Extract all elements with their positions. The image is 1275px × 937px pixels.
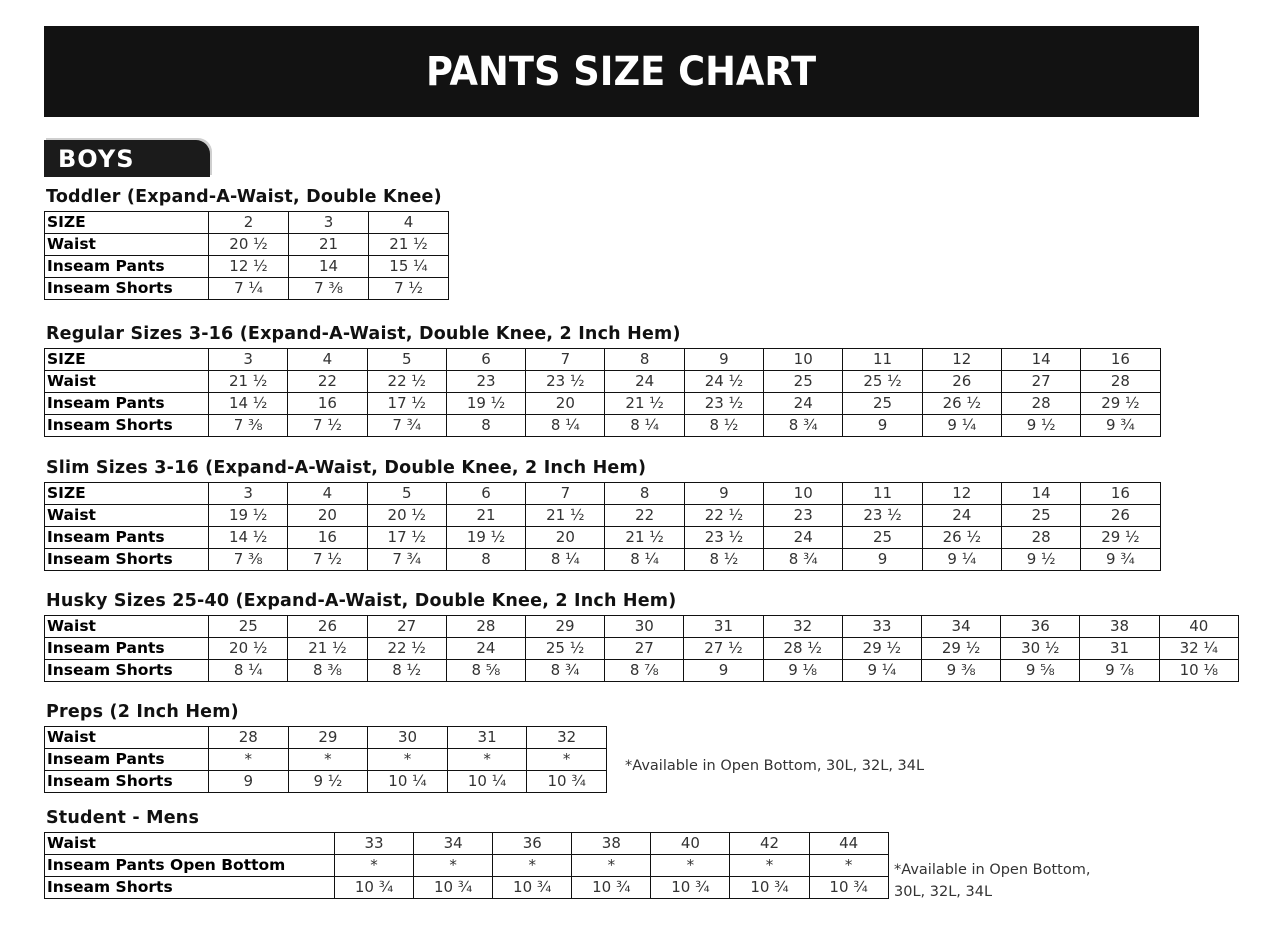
table-cell: 40 bbox=[651, 833, 730, 855]
table-cell: 23 ½ bbox=[684, 527, 763, 549]
size-table-husky bbox=[44, 615, 1239, 682]
section-preps bbox=[44, 702, 607, 793]
table-cell: 5 bbox=[367, 349, 446, 371]
table-row bbox=[45, 415, 1161, 437]
table-cell: 26 bbox=[922, 371, 1001, 393]
table-cell: 23 ½ bbox=[526, 371, 605, 393]
table-cell: 10 ¼ bbox=[447, 771, 527, 793]
table-cell: 17 ½ bbox=[367, 393, 446, 415]
table-cell: 33 bbox=[335, 833, 414, 855]
table-cell: 30 ½ bbox=[1001, 638, 1080, 660]
table-cell: 3 bbox=[209, 483, 288, 505]
table-row bbox=[45, 393, 1161, 415]
row-label: Inseam Shorts bbox=[45, 660, 209, 682]
table-cell: 9 bbox=[684, 483, 763, 505]
table-row bbox=[45, 749, 607, 771]
table-row bbox=[45, 371, 1161, 393]
size-table-student-mens bbox=[44, 832, 889, 899]
row-label: Inseam Shorts bbox=[45, 771, 209, 793]
row-label: Inseam Pants bbox=[45, 256, 209, 278]
table-cell: 10 ¼ bbox=[368, 771, 448, 793]
preps-availability-note: *Available in Open Bottom, 30L, 32L, 34L bbox=[625, 758, 925, 774]
table-row bbox=[45, 349, 1161, 371]
table-row bbox=[45, 855, 889, 877]
table-cell: 20 bbox=[288, 505, 367, 527]
table-cell: 7 ½ bbox=[288, 415, 367, 437]
table-cell: 9 ⅝ bbox=[1001, 660, 1080, 682]
size-table-regular bbox=[44, 348, 1161, 437]
table-cell: 10 ¾ bbox=[809, 877, 888, 899]
table-cell: 24 bbox=[764, 527, 843, 549]
table-cell: 5 bbox=[367, 483, 446, 505]
table-cell: * bbox=[527, 749, 607, 771]
table-cell: 10 ¾ bbox=[414, 877, 493, 899]
table-cell: 9 bbox=[843, 415, 922, 437]
table-cell: 8 bbox=[605, 349, 684, 371]
section-slim bbox=[44, 458, 1161, 571]
table-cell: 29 bbox=[288, 727, 368, 749]
row-label: Waist bbox=[45, 727, 209, 749]
table-row bbox=[45, 505, 1161, 527]
table-cell: 31 bbox=[684, 616, 763, 638]
row-label: Waist bbox=[45, 616, 209, 638]
section-toddler bbox=[44, 187, 449, 300]
table-cell: 38 bbox=[1080, 616, 1159, 638]
table-cell: 8 ½ bbox=[684, 415, 763, 437]
section-regular bbox=[44, 324, 1161, 437]
table-cell: 31 bbox=[447, 727, 527, 749]
table-cell: 25 ½ bbox=[843, 371, 922, 393]
table-cell: 9 ⅛ bbox=[763, 660, 842, 682]
table-cell: 8 ¼ bbox=[526, 415, 605, 437]
table-row bbox=[45, 616, 1239, 638]
table-cell: 34 bbox=[414, 833, 493, 855]
table-cell: 23 ½ bbox=[843, 505, 922, 527]
table-cell: 3 bbox=[289, 212, 369, 234]
table-cell: 10 ¾ bbox=[572, 877, 651, 899]
table-cell: 9 ¾ bbox=[1081, 549, 1160, 571]
section-heading: Preps (2 Inch Hem) bbox=[46, 702, 239, 722]
row-label: Inseam Pants bbox=[45, 393, 209, 415]
table-cell: 8 ¾ bbox=[764, 415, 843, 437]
table-cell: 9 bbox=[209, 771, 289, 793]
table-cell: 12 bbox=[922, 349, 1001, 371]
table-cell: 7 ⅜ bbox=[209, 549, 288, 571]
table-cell: 30 bbox=[368, 727, 448, 749]
table-cell: 22 ½ bbox=[367, 638, 446, 660]
table-cell: 26 bbox=[288, 616, 367, 638]
table-cell: * bbox=[209, 749, 289, 771]
table-cell: 4 bbox=[288, 483, 367, 505]
table-cell: * bbox=[809, 855, 888, 877]
size-table-preps bbox=[44, 726, 607, 793]
row-label: SIZE bbox=[45, 349, 209, 371]
table-cell: 31 bbox=[1080, 638, 1159, 660]
table-cell: 21 ½ bbox=[605, 393, 684, 415]
table-cell: 21 ½ bbox=[605, 527, 684, 549]
table-cell: 9 bbox=[684, 660, 763, 682]
table-cell: 30 bbox=[605, 616, 684, 638]
table-cell: 7 ⅜ bbox=[289, 278, 369, 300]
table-cell: 23 bbox=[764, 505, 843, 527]
table-cell: 28 bbox=[1081, 371, 1160, 393]
table-cell: 9 ⅞ bbox=[1080, 660, 1159, 682]
row-label: Inseam Shorts bbox=[45, 278, 209, 300]
table-cell: 10 ¾ bbox=[527, 771, 607, 793]
table-cell: 21 bbox=[289, 234, 369, 256]
table-cell: 38 bbox=[572, 833, 651, 855]
table-cell: 4 bbox=[369, 212, 449, 234]
table-cell: 9 ¾ bbox=[1081, 415, 1160, 437]
page-title: PANTS SIZE CHART bbox=[426, 48, 817, 95]
table-cell: 16 bbox=[1081, 349, 1160, 371]
table-cell: 29 bbox=[525, 616, 604, 638]
table-cell: * bbox=[493, 855, 572, 877]
table-cell: 15 ¼ bbox=[369, 256, 449, 278]
table-cell: 25 bbox=[843, 527, 922, 549]
table-cell: 9 ¼ bbox=[842, 660, 921, 682]
table-cell: 24 bbox=[922, 505, 1001, 527]
table-body bbox=[45, 349, 1161, 437]
table-cell: 19 ½ bbox=[446, 527, 525, 549]
table-cell: 28 bbox=[446, 616, 525, 638]
table-cell: 32 bbox=[527, 727, 607, 749]
table-cell: 19 ½ bbox=[446, 393, 525, 415]
table-row bbox=[45, 660, 1239, 682]
table-cell: 7 ½ bbox=[369, 278, 449, 300]
table-cell: 20 ½ bbox=[367, 505, 446, 527]
table-cell: 16 bbox=[288, 527, 367, 549]
table-cell: 26 bbox=[1081, 505, 1160, 527]
table-cell: 25 ½ bbox=[525, 638, 604, 660]
table-cell: 24 ½ bbox=[684, 371, 763, 393]
table-cell: 9 ½ bbox=[288, 771, 368, 793]
table-cell: 7 ¾ bbox=[367, 415, 446, 437]
table-cell: 28 bbox=[209, 727, 289, 749]
table-cell: * bbox=[368, 749, 448, 771]
title-banner bbox=[44, 26, 1199, 117]
table-row bbox=[45, 234, 449, 256]
table-cell: 8 ⅝ bbox=[446, 660, 525, 682]
table-cell: 40 bbox=[1159, 616, 1238, 638]
table-cell: 23 ½ bbox=[684, 393, 763, 415]
table-cell: 14 ½ bbox=[209, 393, 288, 415]
table-row bbox=[45, 727, 607, 749]
table-cell: 7 bbox=[526, 483, 605, 505]
row-label: SIZE bbox=[45, 212, 209, 234]
table-cell: 14 bbox=[289, 256, 369, 278]
table-cell: 9 ⅜ bbox=[921, 660, 1000, 682]
table-cell: 11 bbox=[843, 483, 922, 505]
table-cell: * bbox=[447, 749, 527, 771]
table-cell: 29 ½ bbox=[921, 638, 1000, 660]
table-cell: 21 bbox=[446, 505, 525, 527]
table-cell: 24 bbox=[446, 638, 525, 660]
table-cell: 20 bbox=[526, 393, 605, 415]
table-cell: 25 bbox=[764, 371, 843, 393]
table-cell: * bbox=[730, 855, 809, 877]
table-cell: 12 ½ bbox=[209, 256, 289, 278]
table-cell: 10 ¾ bbox=[730, 877, 809, 899]
row-label: Inseam Shorts bbox=[45, 415, 209, 437]
table-cell: * bbox=[288, 749, 368, 771]
table-cell: 28 bbox=[1001, 393, 1080, 415]
table-cell: 6 bbox=[446, 349, 525, 371]
table-cell: 24 bbox=[764, 393, 843, 415]
table-row bbox=[45, 638, 1239, 660]
table-row bbox=[45, 877, 889, 899]
table-cell: 10 ¾ bbox=[493, 877, 572, 899]
table-cell: 10 ¾ bbox=[651, 877, 730, 899]
table-cell: 8 ¼ bbox=[605, 415, 684, 437]
table-cell: 9 bbox=[684, 349, 763, 371]
table-cell: 6 bbox=[446, 483, 525, 505]
table-row bbox=[45, 549, 1161, 571]
table-cell: 8 ¼ bbox=[605, 549, 684, 571]
table-cell: 26 ½ bbox=[922, 393, 1001, 415]
table-cell: 2 bbox=[209, 212, 289, 234]
table-cell: 9 ¼ bbox=[922, 415, 1001, 437]
table-cell: 29 ½ bbox=[1081, 527, 1160, 549]
row-label: Waist bbox=[45, 505, 209, 527]
table-cell: 29 ½ bbox=[842, 638, 921, 660]
table-cell: 10 ¾ bbox=[335, 877, 414, 899]
table-cell: 36 bbox=[1001, 616, 1080, 638]
row-label: SIZE bbox=[45, 483, 209, 505]
row-label: Waist bbox=[45, 371, 209, 393]
section-heading: Toddler (Expand-A-Waist, Double Knee) bbox=[46, 187, 442, 207]
table-cell: 8 bbox=[446, 415, 525, 437]
table-cell: * bbox=[414, 855, 493, 877]
table-cell: * bbox=[651, 855, 730, 877]
row-label: Inseam Shorts bbox=[45, 877, 335, 899]
table-cell: 14 bbox=[1001, 483, 1080, 505]
table-cell: 42 bbox=[730, 833, 809, 855]
table-cell: 4 bbox=[288, 349, 367, 371]
table-cell: 9 ½ bbox=[1001, 415, 1080, 437]
table-cell: 7 ½ bbox=[288, 549, 367, 571]
category-label: BOYS bbox=[58, 144, 135, 173]
section-husky bbox=[44, 591, 1239, 682]
table-cell: 7 ¼ bbox=[209, 278, 289, 300]
row-label: Inseam Pants bbox=[45, 749, 209, 771]
row-label: Inseam Pants bbox=[45, 638, 209, 660]
table-cell: 27 bbox=[1001, 371, 1080, 393]
table-cell: 10 bbox=[764, 349, 843, 371]
table-cell: 14 bbox=[1001, 349, 1080, 371]
table-cell: 8 bbox=[446, 549, 525, 571]
table-cell: 22 ½ bbox=[367, 371, 446, 393]
table-cell: 27 ½ bbox=[684, 638, 763, 660]
table-row bbox=[45, 278, 449, 300]
table-cell: 16 bbox=[1081, 483, 1160, 505]
table-cell: 26 ½ bbox=[922, 527, 1001, 549]
table-cell: 28 ½ bbox=[763, 638, 842, 660]
table-cell: 9 bbox=[843, 549, 922, 571]
table-cell: 21 ½ bbox=[288, 638, 367, 660]
table-cell: 8 ⅜ bbox=[288, 660, 367, 682]
table-cell: 8 bbox=[605, 483, 684, 505]
table-cell: 7 ¾ bbox=[367, 549, 446, 571]
table-cell: 22 bbox=[288, 371, 367, 393]
table-cell: 25 bbox=[843, 393, 922, 415]
size-table-slim bbox=[44, 482, 1161, 571]
row-label: Waist bbox=[45, 833, 335, 855]
table-cell: * bbox=[572, 855, 651, 877]
section-heading: Student - Mens bbox=[46, 808, 200, 828]
table-body bbox=[45, 833, 889, 899]
table-body bbox=[45, 616, 1239, 682]
table-cell: 25 bbox=[209, 616, 288, 638]
table-cell: 33 bbox=[842, 616, 921, 638]
table-cell: 9 ¼ bbox=[922, 549, 1001, 571]
row-label: Inseam Shorts bbox=[45, 549, 209, 571]
table-cell: 29 ½ bbox=[1081, 393, 1160, 415]
note-line: *Available in Open Bottom, bbox=[894, 862, 1091, 878]
table-cell: 34 bbox=[921, 616, 1000, 638]
table-cell: 8 ¼ bbox=[526, 549, 605, 571]
table-cell: 27 bbox=[605, 638, 684, 660]
table-cell: 19 ½ bbox=[209, 505, 288, 527]
table-cell: 8 ½ bbox=[684, 549, 763, 571]
table-cell: 27 bbox=[367, 616, 446, 638]
table-row bbox=[45, 256, 449, 278]
table-cell: 20 ½ bbox=[209, 638, 288, 660]
table-cell: 11 bbox=[843, 349, 922, 371]
table-cell: 44 bbox=[809, 833, 888, 855]
table-cell: 10 bbox=[764, 483, 843, 505]
table-row bbox=[45, 527, 1161, 549]
table-cell: 20 ½ bbox=[209, 234, 289, 256]
table-row bbox=[45, 483, 1161, 505]
row-label: Inseam Pants bbox=[45, 527, 209, 549]
table-cell: 21 ½ bbox=[369, 234, 449, 256]
row-label: Waist bbox=[45, 234, 209, 256]
table-cell: 32 bbox=[763, 616, 842, 638]
note-line: 30L, 32L, 34L bbox=[894, 884, 993, 900]
table-body bbox=[45, 483, 1161, 571]
table-body bbox=[45, 727, 607, 793]
table-cell: 17 ½ bbox=[367, 527, 446, 549]
category-tab bbox=[44, 140, 210, 177]
section-heading: Regular Sizes 3-16 (Expand-A-Waist, Double Knee, 2 Inch Hem) bbox=[46, 324, 681, 344]
size-table-toddler bbox=[44, 211, 449, 300]
table-cell: 8 ¾ bbox=[525, 660, 604, 682]
table-row bbox=[45, 212, 449, 234]
table-cell: 10 ⅛ bbox=[1159, 660, 1238, 682]
table-cell: 24 bbox=[605, 371, 684, 393]
table-cell: 14 ½ bbox=[209, 527, 288, 549]
table-cell: 7 bbox=[526, 349, 605, 371]
table-cell: 25 bbox=[1001, 505, 1080, 527]
table-body bbox=[45, 212, 449, 300]
table-cell: 20 bbox=[526, 527, 605, 549]
table-cell: 8 ¾ bbox=[764, 549, 843, 571]
table-row bbox=[45, 833, 889, 855]
row-label: Inseam Pants Open Bottom bbox=[45, 855, 335, 877]
table-cell: 21 ½ bbox=[526, 505, 605, 527]
section-heading: Husky Sizes 25-40 (Expand-A-Waist, Double Knee, 2 Inch Hem) bbox=[46, 591, 677, 611]
table-cell: 16 bbox=[288, 393, 367, 415]
table-cell: 32 ¼ bbox=[1159, 638, 1238, 660]
table-cell: 7 ⅜ bbox=[209, 415, 288, 437]
table-cell: 23 bbox=[446, 371, 525, 393]
table-cell: 36 bbox=[493, 833, 572, 855]
table-row bbox=[45, 771, 607, 793]
table-cell: 22 bbox=[605, 505, 684, 527]
table-cell: 28 bbox=[1001, 527, 1080, 549]
table-cell: 21 ½ bbox=[209, 371, 288, 393]
table-cell: 8 ⅞ bbox=[605, 660, 684, 682]
table-cell: 3 bbox=[209, 349, 288, 371]
table-cell: 8 ¼ bbox=[209, 660, 288, 682]
table-cell: 22 ½ bbox=[684, 505, 763, 527]
section-heading: Slim Sizes 3-16 (Expand-A-Waist, Double Knee, 2 Inch Hem) bbox=[46, 458, 647, 478]
table-cell: 9 ½ bbox=[1001, 549, 1080, 571]
table-cell: * bbox=[335, 855, 414, 877]
table-cell: 8 ½ bbox=[367, 660, 446, 682]
student-availability-note bbox=[894, 859, 1090, 903]
section-student-mens bbox=[44, 808, 889, 899]
table-cell: 12 bbox=[922, 483, 1001, 505]
